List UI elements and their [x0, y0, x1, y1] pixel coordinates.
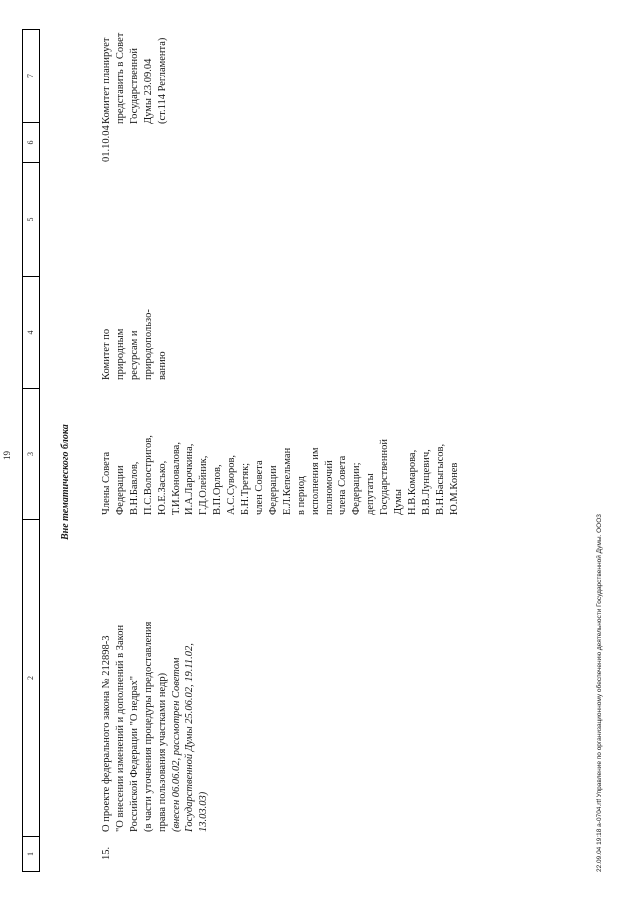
committee-line: Комитет по: [101, 328, 112, 380]
bill-title-line: (в части уточнения процедуры предоставления: [142, 621, 154, 832]
author-line: депутаты: [365, 473, 377, 515]
page-number: 19: [2, 451, 12, 460]
committee-line: ванию: [156, 351, 168, 380]
author-line: члена Совета: [337, 455, 349, 515]
remark-line: Комитет планирует: [101, 37, 112, 124]
header-col-1: 1: [23, 836, 39, 871]
remark-line: Государственной: [128, 48, 140, 124]
author-line: В.В.Лунцевич,: [420, 449, 432, 515]
header-col-7: 7: [26, 74, 35, 78]
print-footer: 22.09.04 19:18 а-0704.rtf Управление по организационному обеспечению деятельности Государственной Думы. ООО3: [596, 514, 603, 872]
header-col-6: 6: [23, 122, 39, 162]
author-line: Е.Л.Кепельман: [281, 447, 293, 515]
bill-title-line: права пользования участками недр): [156, 672, 168, 832]
bill-note-line: 13.03.03): [198, 791, 210, 832]
author-line: П.С.Волостригов,: [142, 435, 154, 515]
date-cell: 01.10.04: [101, 125, 112, 162]
author-line: Думы: [393, 489, 405, 515]
header-col-4: 4: [23, 276, 39, 388]
bill-title-line: "О внесении изменений и дополнений в Закон: [114, 624, 126, 832]
author-line: Ю.Е.Засько,: [156, 460, 168, 515]
author-line: А.С.Суворов,: [226, 454, 238, 515]
author-line: в период: [295, 475, 307, 515]
author-line: Н.В.Комарова,: [406, 449, 418, 515]
committee-line: природопользо-: [142, 309, 154, 380]
author-line: полномочий: [323, 460, 335, 515]
bill-authors: [100, 400, 462, 515]
bill-title: [100, 542, 211, 832]
bill-title-line: О проекте федерального закона № 212898-3: [101, 635, 112, 832]
author-line: Федерации: [114, 465, 126, 515]
author-line: исполнения им: [309, 447, 321, 515]
committee-line: природным: [114, 328, 126, 380]
author-line: Федерации: [267, 465, 279, 515]
committee-line: ресурсам и: [128, 330, 140, 380]
header-col-2: 2: [23, 519, 39, 836]
header-col-3: 3: [23, 388, 39, 519]
block-title: Вне тематического блока: [60, 424, 71, 540]
bill-title-line: Российской Федерации "О недрах": [128, 675, 140, 832]
remark: [100, 14, 170, 124]
author-line: И.А.Ларочкина,: [184, 443, 196, 515]
author-line: В.Н.Бавлов,: [128, 461, 140, 515]
author-line: Члены Совета: [101, 451, 112, 515]
bill-note-line: (внесен 06.06.02, рассмотрен Советом: [170, 657, 182, 832]
row-number: 15.: [101, 846, 112, 860]
author-line: Т.И.Коновалова,: [170, 442, 182, 515]
author-line: Ю.М.Конев: [448, 462, 460, 515]
column-header-row: [22, 29, 40, 872]
author-line: В.П.Орлов,: [212, 464, 224, 515]
remark-line: представить в Совет: [114, 32, 126, 124]
author-line: член Совета: [253, 460, 265, 515]
author-line: Б.Н.Третяк;: [240, 462, 252, 515]
bill-note-line: Государственной Думы 25.06.02, 19.11.02,: [184, 643, 196, 832]
author-line: В.Н.Басыгысов,: [434, 443, 446, 515]
author-line: Федерации;: [351, 462, 363, 515]
remark-line: (ст.114 Регламента): [156, 37, 168, 124]
author-line: Г.Д.Олейник,: [198, 455, 210, 515]
header-col-5: 5: [23, 162, 39, 276]
responsible-committee: [100, 270, 170, 380]
remark-line: Думы 23.09.04: [142, 58, 154, 124]
author-line: Государственной: [379, 439, 391, 515]
